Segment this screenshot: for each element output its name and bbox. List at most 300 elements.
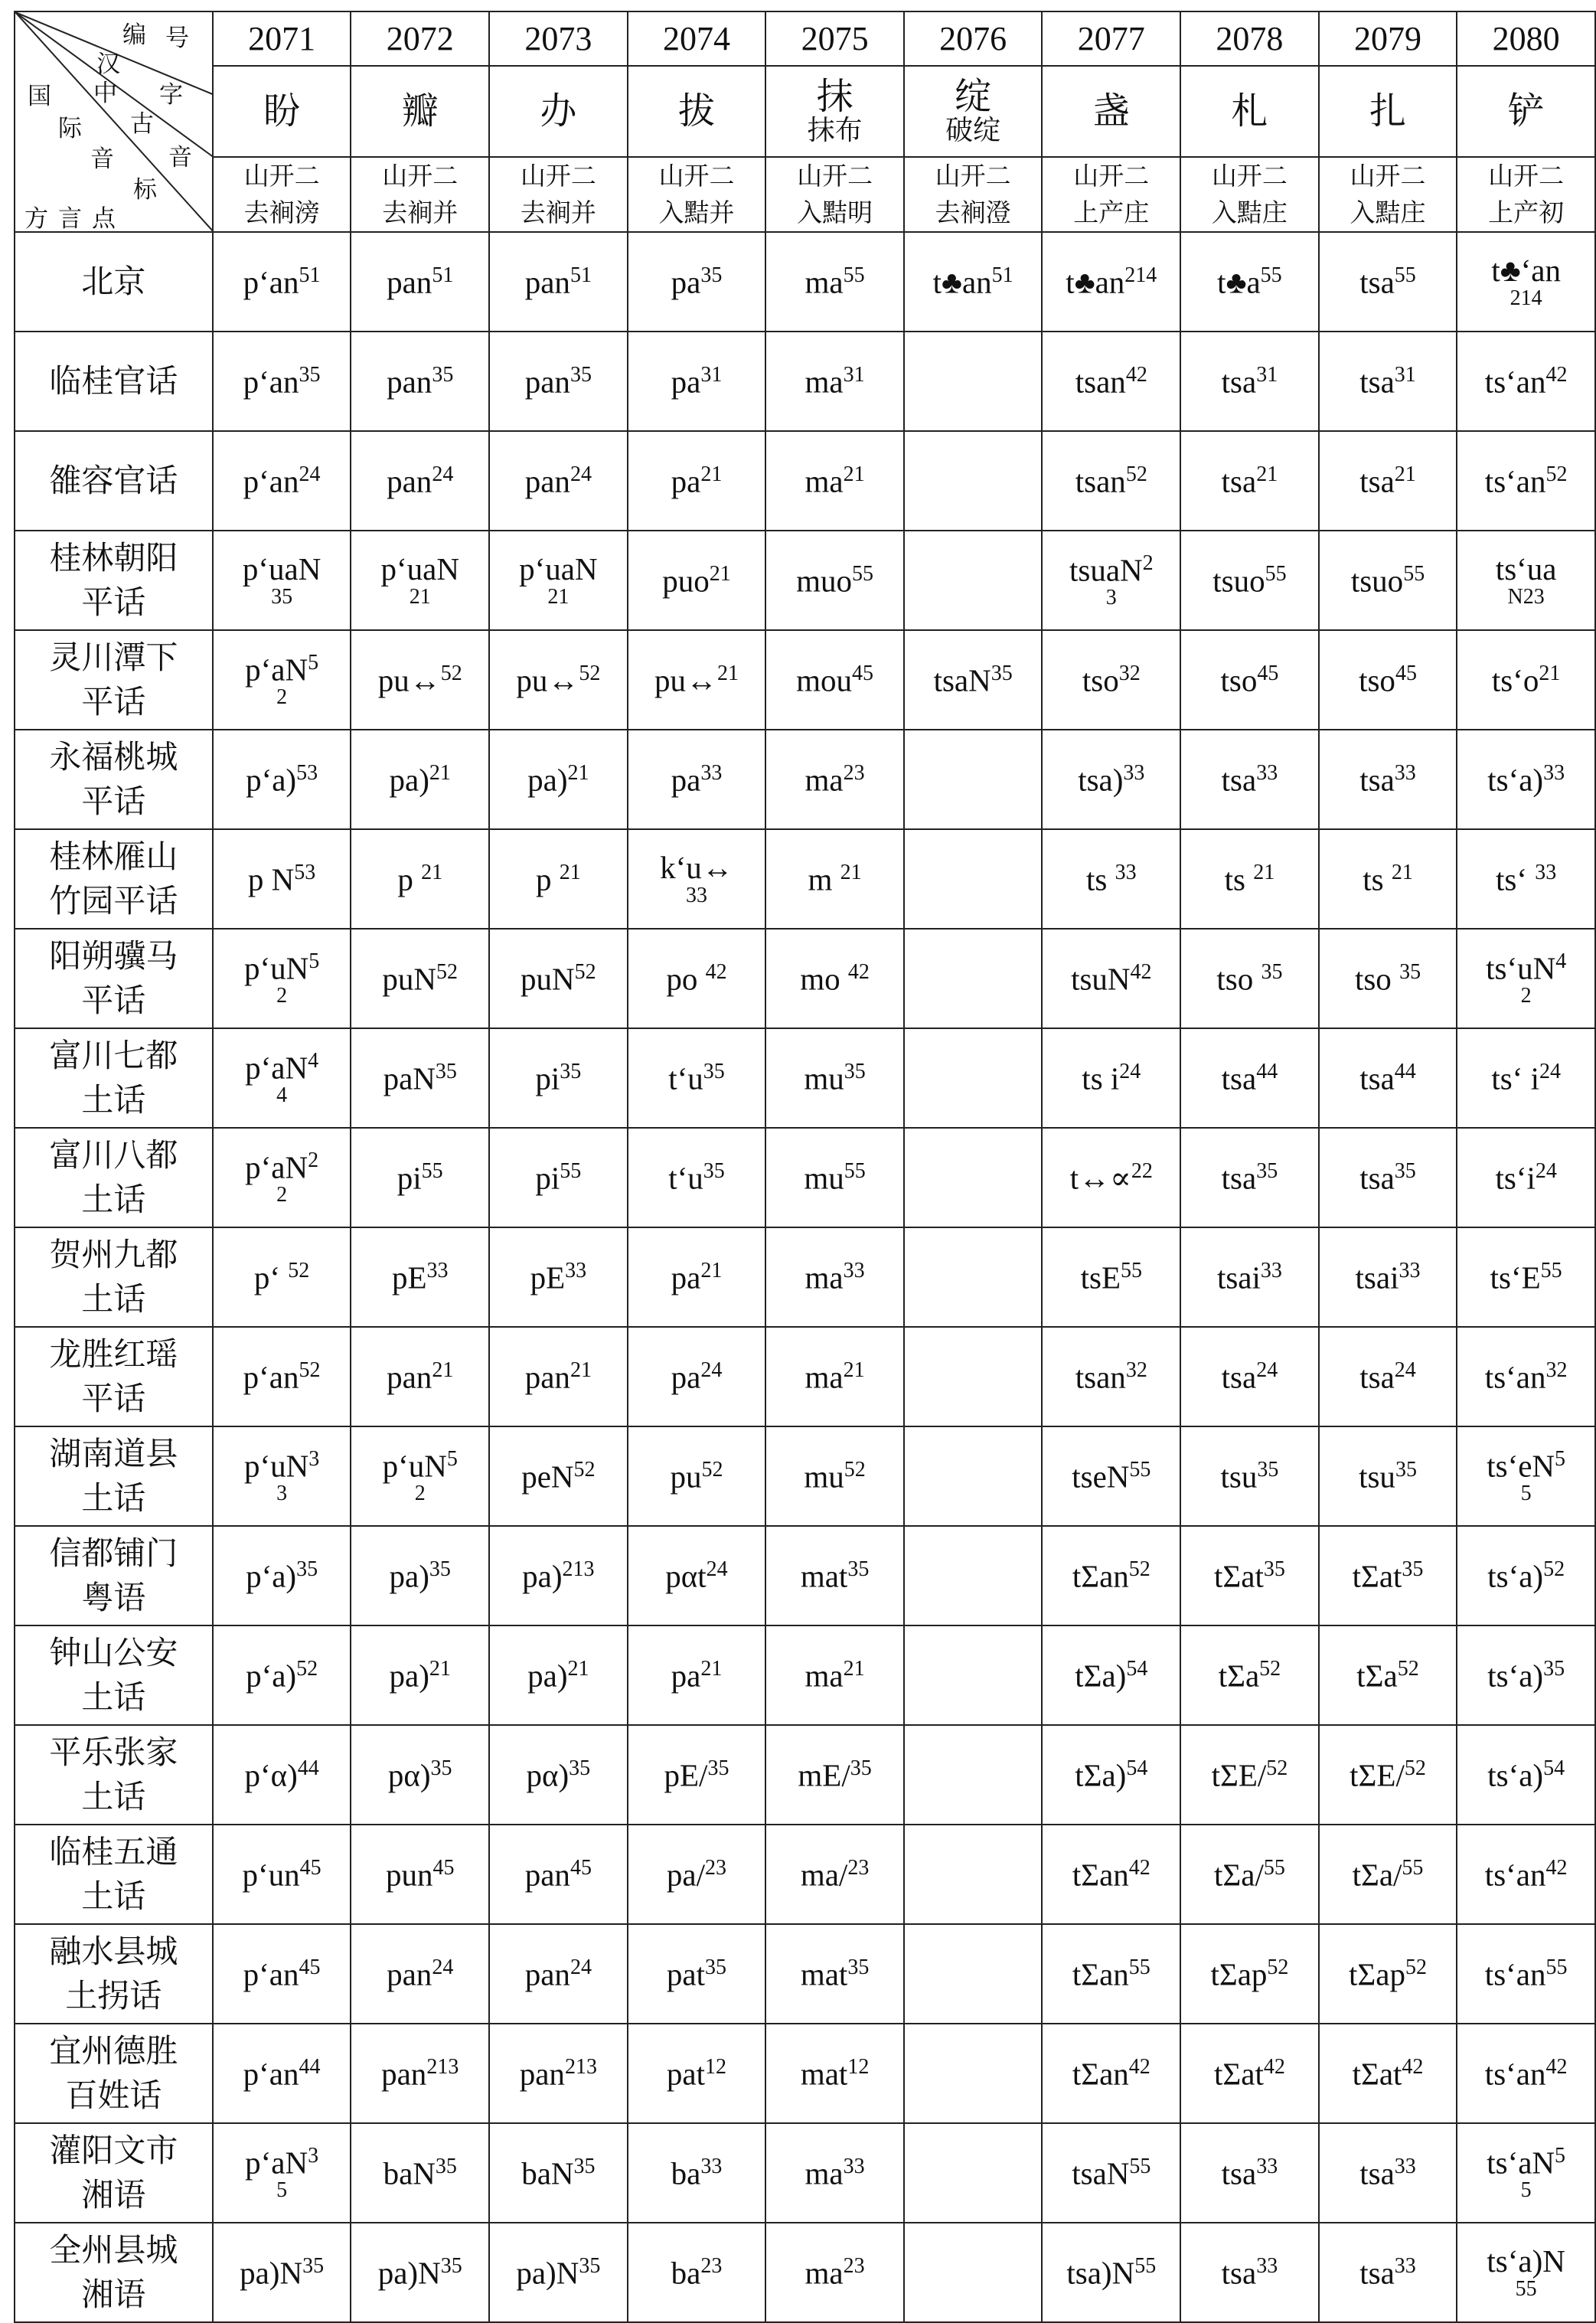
- dialect-row: [15, 1725, 1595, 1825]
- tone-number: 35: [700, 263, 723, 288]
- middle-chinese-line: 上产初: [1488, 198, 1565, 227]
- phonetic-text: pE: [530, 1260, 566, 1295]
- phonetic-text: t♣an: [932, 264, 992, 300]
- phonetic-cell: [351, 730, 489, 829]
- phonetic-text: puN: [382, 961, 437, 997]
- phonetic-text: pa)N: [516, 2255, 579, 2291]
- tone-number: 52: [1266, 1756, 1288, 1781]
- tone-number: 42: [1125, 363, 1147, 387]
- phonetic-cell: [904, 2223, 1043, 2322]
- dialect-location: [15, 332, 213, 431]
- phonetic-text: pʻuaN: [242, 551, 321, 587]
- tone-number: 33: [1394, 761, 1416, 786]
- phonetic-cell: [1319, 1825, 1457, 1924]
- chinese-char-cell: [351, 66, 489, 157]
- tone-number: 42: [1545, 363, 1568, 387]
- tone-number: 55: [1403, 562, 1425, 586]
- phonetic-cell: [489, 2223, 628, 2322]
- tone-number-wrapped: 55: [1515, 2276, 1537, 2301]
- dialect-location-line: 龙胜红瑶: [49, 1335, 178, 1374]
- dialect-location: [15, 829, 213, 929]
- phonetic-cell: [904, 1526, 1043, 1625]
- tone-number: 32: [1118, 662, 1141, 686]
- dialect-location-line: 土话: [81, 1280, 146, 1318]
- phonetic-text: pʻuN: [243, 1448, 309, 1484]
- tone-number: 35: [1395, 1458, 1417, 1482]
- tone-number: 24: [1394, 1358, 1416, 1383]
- middle-chinese-cell: [213, 157, 351, 232]
- phonetic-text: tsa): [1078, 762, 1124, 798]
- dialect-location-line: 临桂官话: [49, 362, 178, 400]
- tone-number: 23: [700, 2254, 723, 2279]
- middle-chinese-line: 入黠并: [658, 198, 735, 227]
- phonetic-cell: [1319, 1028, 1457, 1128]
- phonetic-cell: [1042, 1227, 1180, 1327]
- phonetic-text: pʻan: [243, 264, 299, 300]
- phonetic-cell: [351, 1625, 489, 1725]
- chinese-char: 扎: [1369, 90, 1407, 133]
- corner-label-yan: 言: [58, 205, 82, 232]
- middle-chinese-line: 山开二: [797, 161, 873, 191]
- dialect-location-line: 土拐话: [65, 1977, 162, 2014]
- tone-number: 42: [705, 960, 727, 985]
- char-number: 2080: [1457, 11, 1595, 66]
- phonetic-cell: [213, 1526, 351, 1625]
- phonetic-cell: [1457, 531, 1595, 630]
- chinese-char-cell: [1319, 66, 1457, 157]
- dialect-location-line: 富川八都: [49, 1136, 178, 1175]
- tone-number: 21: [432, 1358, 454, 1383]
- phonetic-text: ma: [805, 264, 844, 300]
- middle-chinese-line: 去裥滂: [243, 198, 320, 227]
- phonetic-cell: [351, 1825, 489, 1924]
- phonetic-text: pan: [387, 364, 432, 400]
- phonetic-text: m: [808, 861, 840, 897]
- phonetic-cell: [1042, 1924, 1180, 2024]
- tone-number: 24: [570, 1955, 592, 1980]
- phonetic-cell: [213, 2024, 351, 2123]
- tone-number: 33: [565, 1259, 587, 1283]
- phonetic-cell: [904, 1625, 1043, 1725]
- corner-label-dian: 点: [92, 205, 116, 232]
- corner-label-guo: 国: [28, 83, 51, 110]
- phonetic-text: tsʻ: [1496, 861, 1536, 897]
- tone-number: 35: [1543, 1657, 1565, 1681]
- phonetic-text: pa)N: [240, 2255, 303, 2291]
- phonetic-text: ma: [805, 1658, 844, 1694]
- tone-number: 42: [1128, 2055, 1150, 2080]
- phonetic-text: mu: [804, 1160, 844, 1196]
- phonetic-text: peN: [521, 1459, 574, 1495]
- tone-number: 23: [847, 1856, 870, 1880]
- tone-number: 55: [1394, 263, 1416, 288]
- char-number: 2074: [628, 11, 766, 66]
- phonetic-cell: [628, 1825, 766, 1924]
- char-example-word: 抹布: [807, 114, 863, 146]
- tone-number: 21: [567, 761, 589, 786]
- phonetic-cell: [1180, 1227, 1319, 1327]
- tone-number: 52: [1259, 1657, 1281, 1681]
- phonetic-text: tsʻ i: [1491, 1060, 1539, 1096]
- phonetic-text: tsʻan: [1484, 1857, 1546, 1893]
- phonetic-text: tso: [1354, 961, 1400, 997]
- phonetic-cell: [1042, 1725, 1180, 1825]
- phonetic-cell: [489, 1227, 628, 1327]
- phonetic-cell: [489, 531, 628, 630]
- phonetic-cell: [489, 730, 628, 829]
- phonetic-cell: [489, 2123, 628, 2223]
- tone-number: 213: [426, 2055, 459, 2080]
- phonetic-text: pan: [524, 364, 570, 400]
- char-number: 2075: [765, 11, 904, 66]
- phonetic-text: pun: [385, 1857, 433, 1893]
- tone-number: 55: [1128, 1955, 1150, 1980]
- phonetic-text: pE: [391, 1260, 427, 1295]
- tone-number: 21: [1256, 462, 1278, 487]
- phonetic-text: tsu: [1359, 1459, 1395, 1495]
- phonetic-text: ba: [671, 2155, 701, 2191]
- dialect-location: [15, 1426, 213, 1526]
- phonetic-cell: [1180, 730, 1319, 829]
- phonetic-cell: [904, 1028, 1043, 1128]
- phonetic-text: tΣa: [1218, 1658, 1260, 1694]
- phonetic-text: baN: [521, 2155, 574, 2191]
- phonetic-text: tsan: [1075, 1359, 1126, 1395]
- char-example-word: 破绽: [945, 114, 1001, 146]
- tone-number: 5: [308, 651, 319, 675]
- phonetic-text: pu↔: [516, 662, 579, 698]
- phonetic-cell: [213, 2123, 351, 2223]
- phonetic-cell: [904, 2024, 1043, 2123]
- tone-number: 35: [570, 363, 592, 387]
- phonetic-cell: [1319, 1924, 1457, 2024]
- phonetic-text: tsa: [1359, 364, 1395, 400]
- tone-number: 21: [709, 562, 731, 586]
- phonetic-cell: [213, 1725, 351, 1825]
- tone-number: 21: [840, 861, 862, 885]
- dialect-table-container: [14, 11, 1596, 2323]
- phonetic-text: pat: [666, 1956, 706, 1992]
- middle-chinese-line: 去裥并: [520, 198, 596, 227]
- phonetic-cell: [628, 531, 766, 630]
- phonetic-cell: [765, 929, 904, 1028]
- phonetic-text: t♣ʻan: [1491, 253, 1561, 289]
- phonetic-text: t♣an: [1066, 264, 1125, 300]
- phonetic-text: tsʻa): [1487, 1558, 1544, 1594]
- phonetic-cell: [628, 332, 766, 431]
- chinese-char: 办: [540, 90, 577, 133]
- phonetic-text: ma: [805, 364, 844, 400]
- tone-number: 54: [1543, 1756, 1565, 1781]
- phonetic-cell: [1457, 1227, 1595, 1327]
- tone-number: 55: [844, 1159, 866, 1184]
- tone-number: 53: [296, 761, 318, 786]
- tone-number: 52: [1543, 1557, 1565, 1582]
- phonetic-cell: [765, 431, 904, 531]
- phonetic-text: tso: [1220, 662, 1258, 698]
- phonetic-cell: [1319, 1128, 1457, 1227]
- tone-number: 55: [560, 1159, 582, 1184]
- phonetic-cell: [351, 829, 489, 929]
- dialect-location-line: 融水县城: [49, 1933, 178, 1971]
- phonetic-cell: [1319, 2123, 1457, 2223]
- tone-number: 32: [1125, 1358, 1147, 1383]
- char-number: 2071: [213, 11, 351, 66]
- tone-number-wrapped: 2: [414, 1481, 426, 1505]
- phonetic-cell: [1180, 1128, 1319, 1227]
- tone-number-wrapped: 2: [276, 1182, 288, 1207]
- phonetic-text: ma: [805, 1260, 844, 1295]
- dialect-location-line: 灌阳文市: [49, 2132, 178, 2170]
- phonetic-text: pα): [526, 1757, 570, 1793]
- phonetic-text: tΣa/: [1352, 1857, 1402, 1893]
- phonetic-text: pi: [535, 1160, 560, 1196]
- dialect-location: [15, 431, 213, 531]
- phonetic-cell: [1180, 2024, 1319, 2123]
- middle-chinese-cell: [1180, 157, 1319, 232]
- phonetic-text: pan: [381, 2056, 427, 2092]
- char-number: 2078: [1180, 11, 1319, 66]
- tone-number: 21: [570, 1358, 592, 1383]
- phonetic-cell: [1042, 2123, 1180, 2223]
- phonetic-text: ma: [805, 463, 844, 499]
- phonetic-text: mE/: [798, 1757, 850, 1793]
- phonetic-cell: [628, 1725, 766, 1825]
- phonetic-cell: [213, 1128, 351, 1227]
- tone-number: 33: [700, 2155, 723, 2179]
- tone-number: 21: [700, 462, 723, 487]
- phonetic-cell: [1180, 1725, 1319, 1825]
- tone-number: 52: [288, 1259, 310, 1283]
- tone-number: 52: [1267, 1955, 1289, 1980]
- phonetic-cell: [351, 2123, 489, 2223]
- phonetic-text: tsʻi: [1495, 1160, 1536, 1196]
- phonetic-text: pα): [387, 1757, 431, 1793]
- phonetic-cell: [213, 929, 351, 1028]
- phonetic-cell: [1319, 829, 1457, 929]
- phonetic-text: pa: [671, 762, 701, 798]
- dialect-row: [15, 332, 1595, 431]
- middle-chinese-line: 上产庄: [1073, 198, 1150, 227]
- tone-number-wrapped: 3: [276, 1481, 288, 1505]
- phonetic-cell: [1042, 1028, 1180, 1128]
- phonetic-text: tsa: [1359, 2155, 1395, 2191]
- phonetic-text: tsa)N: [1066, 2255, 1135, 2291]
- phonetic-text: tΣa: [1356, 1658, 1398, 1694]
- tone-number: 35: [573, 2155, 596, 2179]
- phonetic-cell: [489, 1128, 628, 1227]
- chinese-char-cell: [1457, 66, 1595, 157]
- phonetic-text: paN: [383, 1060, 436, 1096]
- tone-number: 12: [705, 2055, 727, 2080]
- tone-number: 55: [421, 1159, 443, 1184]
- dialect-row: [15, 2223, 1595, 2322]
- tone-number: 35: [703, 1060, 725, 1084]
- phonetic-cell: [1180, 1625, 1319, 1725]
- phonetic-text: pʻaN: [245, 1149, 308, 1185]
- dialect-location-line: 钟山公安: [49, 1634, 178, 1672]
- phonetic-cell: [904, 531, 1043, 630]
- phonetic-cell: [1180, 829, 1319, 929]
- tone-number: 32: [1545, 1358, 1568, 1383]
- tone-number: 24: [432, 1955, 454, 1980]
- tone-number: 2: [308, 1148, 319, 1173]
- tone-number: 55: [1129, 2155, 1151, 2179]
- phonetic-text: ma: [805, 1359, 844, 1395]
- dialect-location: [15, 2223, 213, 2322]
- phonetic-cell: [1042, 630, 1180, 730]
- phonetic-text: pʻun: [242, 1857, 300, 1893]
- phonetic-text: tsa: [1359, 264, 1395, 300]
- phonetic-cell: [351, 332, 489, 431]
- tone-number: 23: [843, 2254, 865, 2279]
- phonetic-text: tsʻan: [1484, 463, 1546, 499]
- dialect-location: [15, 1625, 213, 1725]
- phonetic-cell: [765, 1028, 904, 1128]
- phonetic-cell: [213, 1028, 351, 1128]
- tone-number: 44: [1256, 1060, 1278, 1084]
- chinese-char: 札: [1231, 90, 1268, 133]
- phonetic-cell: [1319, 431, 1457, 531]
- tone-number: 35: [299, 363, 321, 387]
- dialect-location-line: 平话: [81, 783, 146, 820]
- phonetic-cell: [628, 1426, 766, 1526]
- phonetic-cell: [1319, 1725, 1457, 1825]
- tone-number: 33: [700, 761, 723, 786]
- phonetic-text: pa): [389, 1658, 429, 1694]
- tone-number: 44: [299, 2055, 321, 2080]
- phonetic-text: ts: [1224, 861, 1254, 897]
- phonetic-text: tsa: [1359, 1359, 1395, 1395]
- tone-number: 42: [1128, 1856, 1150, 1880]
- phonetic-cell: [765, 332, 904, 431]
- tone-number: 33: [1394, 2254, 1416, 2279]
- tone-number: 5: [446, 1447, 458, 1472]
- tone-number: 52: [1404, 1756, 1426, 1781]
- phonetic-text: tso: [1359, 662, 1395, 698]
- chinese-char-cell: [628, 66, 766, 157]
- phonetic-text: t↔∝: [1069, 1160, 1131, 1196]
- dialect-location: [15, 929, 213, 1028]
- phonetic-cell: [1457, 1426, 1595, 1526]
- phonetic-cell: [904, 1725, 1043, 1825]
- phonetic-cell: [1457, 2024, 1595, 2123]
- tone-number: 52: [844, 1458, 866, 1482]
- phonetic-text: pa: [671, 1359, 701, 1395]
- corner-label-ji: 际: [58, 115, 82, 142]
- phonetic-cell: [1319, 2223, 1457, 2322]
- phonetic-text: pʻaN: [245, 652, 308, 688]
- dialect-location: [15, 2123, 213, 2223]
- tone-number: 23: [705, 1856, 727, 1880]
- phonetic-text: pa): [389, 762, 429, 798]
- tone-number: 45: [432, 1856, 455, 1880]
- tone-number: 33: [1535, 861, 1557, 885]
- phonetic-cell: [351, 1128, 489, 1227]
- tone-number: 21: [843, 462, 865, 487]
- tone-number-wrapped: 214: [1510, 286, 1542, 310]
- tone-number: 214: [1124, 263, 1157, 288]
- phonetic-cell: [765, 1227, 904, 1327]
- phonetic-cell: [489, 1725, 628, 1825]
- dialect-location: [15, 1327, 213, 1426]
- phonetic-text: tΣap: [1210, 1956, 1268, 1992]
- tone-number: 35: [1263, 1557, 1285, 1582]
- phonetic-cell: [1457, 1128, 1595, 1227]
- phonetic-cell: [489, 1924, 628, 2024]
- phonetic-cell: [213, 730, 351, 829]
- phonetic-cell: [765, 1825, 904, 1924]
- phonetic-cell: [765, 232, 904, 332]
- phonetic-text: ts: [1363, 861, 1392, 897]
- phonetic-text: tʻu: [668, 1160, 703, 1196]
- dialect-location: [15, 1725, 213, 1825]
- dialect-location-line: 粤语: [81, 1579, 146, 1616]
- dialect-location: [15, 531, 213, 630]
- tone-number: 35: [1399, 960, 1421, 985]
- phonetic-cell: [1180, 1327, 1319, 1426]
- phonetic-cell: [1042, 232, 1180, 332]
- phonetic-text: ts i: [1082, 1060, 1120, 1096]
- phonetic-cell: [489, 1426, 628, 1526]
- tone-number: 31: [843, 363, 865, 387]
- tone-number: 24: [1256, 1358, 1278, 1383]
- phonetic-cell: [489, 829, 628, 929]
- phonetic-cell: [213, 232, 351, 332]
- dialect-location-line: 北京: [81, 263, 146, 301]
- phonetic-cell: [1457, 1924, 1595, 2024]
- corner-label-yin2: 音: [168, 144, 192, 172]
- phonetic-text: mou: [796, 662, 853, 698]
- phonetic-text: tΣE/: [1350, 1757, 1405, 1793]
- phonetic-text: po: [666, 961, 706, 997]
- phonetic-cell: [1457, 829, 1595, 929]
- tone-number: 35: [560, 1060, 582, 1084]
- tone-number: 52: [579, 662, 601, 686]
- phonetic-text: pa: [671, 364, 701, 400]
- dialect-location: [15, 730, 213, 829]
- phonetic-text: tΣa): [1075, 1658, 1127, 1694]
- phonetic-cell: [351, 1725, 489, 1825]
- phonetic-cell: [1042, 2024, 1180, 2123]
- phonetic-text: ma/: [800, 1857, 848, 1893]
- tone-number: 55: [1260, 263, 1282, 288]
- phonetic-cell: [351, 531, 489, 630]
- phonetic-cell: [489, 929, 628, 1028]
- dialect-location-line: 永福桃城: [49, 738, 178, 776]
- dialect-row: [15, 1227, 1595, 1327]
- phonetic-text: tso: [1216, 961, 1261, 997]
- phonetic-cell: [628, 232, 766, 332]
- phonetic-cell: [351, 431, 489, 531]
- phonetic-cell: [1457, 431, 1595, 531]
- dialect-location-line: 信都铺门: [49, 1534, 178, 1573]
- phonetic-text: tΣat: [1214, 2056, 1264, 2092]
- phonetic-cell: [1180, 531, 1319, 630]
- phonetic-cell: [1042, 1526, 1180, 1625]
- phonetic-text: pa): [527, 1658, 568, 1694]
- tone-number: 33: [1394, 2155, 1416, 2179]
- phonetic-cell: [351, 929, 489, 1028]
- middle-chinese-line: 山开二: [1488, 161, 1565, 191]
- tone-number: 35: [296, 1557, 318, 1582]
- dialect-location-line: 湘语: [81, 2276, 146, 2313]
- phonetic-cell: [765, 829, 904, 929]
- dialect-row: [15, 1924, 1595, 2024]
- phonetic-cell: [351, 2223, 489, 2322]
- phonetic-cell: [1457, 1028, 1595, 1128]
- phonetic-cell: [1319, 630, 1457, 730]
